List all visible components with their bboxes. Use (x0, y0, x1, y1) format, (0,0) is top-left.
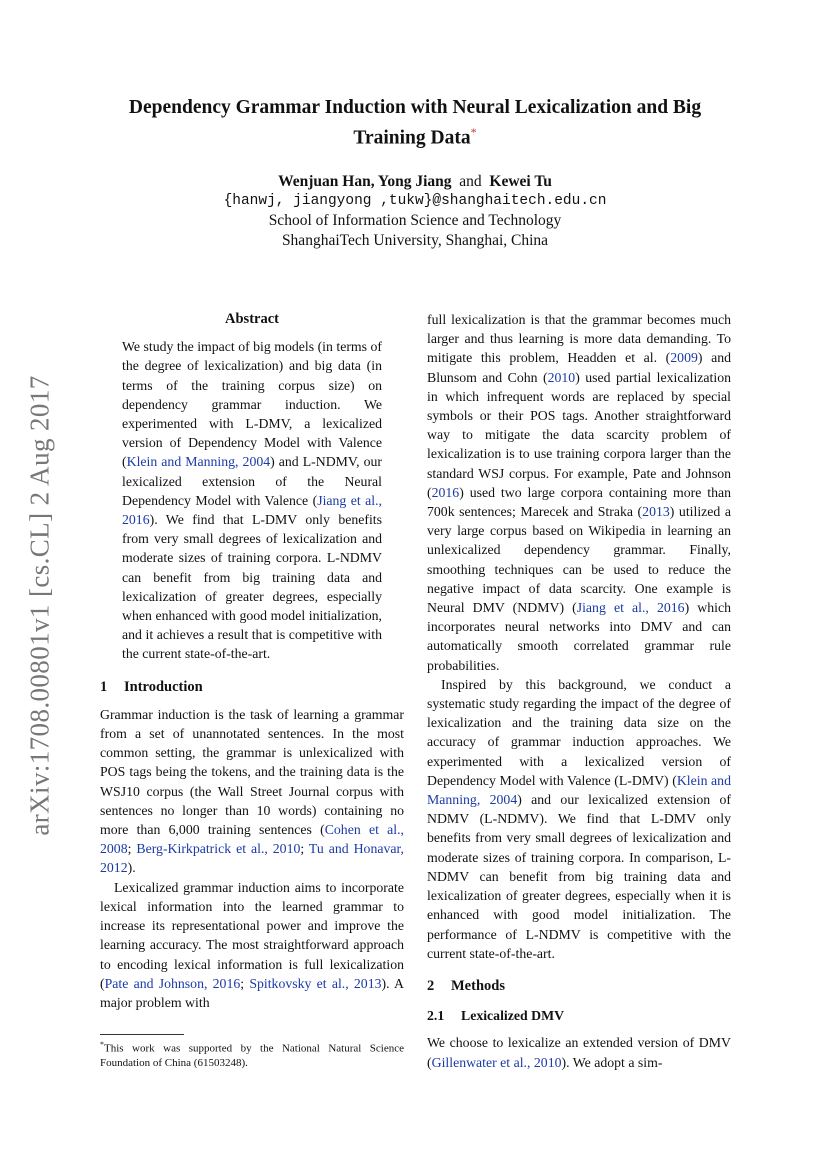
paragraph-text: ). (127, 860, 136, 876)
paragraph-text: ) used two large corpora containing more than 700k sentences; Marecek and Straka ( (427, 484, 731, 520)
right-paragraph-1 (427, 310, 731, 675)
citation-link[interactable]: Cohen et al., 2008 (100, 822, 405, 857)
paragraph-text: ; (240, 975, 250, 991)
section-title: Methods (451, 977, 505, 994)
arxiv-identifier-stamp (20, 365, 60, 845)
paragraph-text: ; (127, 841, 137, 857)
author-names-primary: Wenjuan Han, Yong Jiang (278, 173, 452, 190)
citation-link[interactable]: Jiang et al., 2016 (122, 492, 382, 528)
abstract-text-part: ). We find that L-DMV only benefits from very small degrees of lexicalization and moderate sizes of training corpora. L-NDMV can benefit from big training data and lexicalization of greater degrees, especially when enhanced with good model initialization, and it achieves a result that is competitive with the current state-of-the-art. (122, 512, 382, 662)
footnote (100, 1038, 404, 1071)
subsection-title: Lexicalized DMV (461, 1008, 565, 1024)
affiliation-school: School of Information Science and Technology (268, 212, 562, 229)
paragraph-text: ). We adopt a sim- (561, 1054, 663, 1070)
subsection-number: 2.1 (427, 1008, 445, 1024)
citation-link[interactable]: 2010 (547, 369, 576, 385)
author-block (100, 172, 730, 250)
paragraph-text: ) and our lexicalized extension of NDMV (L-NDMV). We find that L-DMV only benefits from very small degrees of lexicalization and moderate sizes of training corpora. In comparison, L-NDMV can benefit from big training data and lexicalization of greater degrees, especially when it is enhanced with good model initialization. The performance of L-NDMV is competitive with the current state-of-the-art. (427, 792, 731, 961)
author-names (100, 172, 730, 192)
author-names-last: Kewei Tu (489, 173, 552, 190)
footnote-divider (100, 1034, 184, 1035)
paragraph-text: Grammar induction is the task of learning a grammar from a set of unannotated sentences. In the most common setting, the grammar is unlexicalized with POS tags being the tokens, and the training data is the WSJ10 corpus (the Wall Street Journal corpus with sentences no longer than 10 words) containing no more than 6,000 training sentences ( (100, 706, 404, 838)
arxiv-identifier-text: arXiv:1708.00801v1 [cs.CL] 2 Aug 2017 (24, 374, 55, 836)
intro-paragraph-2 (100, 878, 404, 1012)
footnote-text: This work was supported by the National Natural Science Foundation of China (61503248). (100, 1042, 404, 1070)
right-paragraph-2 (427, 675, 731, 963)
paragraph-text: Lexicalized grammar induction aims to incorporate lexical information into the learned grammar to increase its representational power and improve the learning accuracy. The most straightforward approach to encoding lexical information is full lexicalization ( (100, 879, 404, 991)
abstract-text (122, 337, 382, 663)
paragraph-text: ; (300, 841, 309, 857)
citation-link[interactable]: Klein and Manning, 2004 (427, 772, 731, 808)
left-column (100, 310, 404, 1012)
methods-paragraph-1 (427, 1033, 731, 1071)
author-email: {hanwj, jiangyong ,tukw}@shanghaitech.edu.cn (223, 192, 607, 209)
abstract-heading: Abstract (225, 311, 279, 327)
citation-link[interactable]: 2016 (431, 484, 460, 500)
paragraph-text: ). A major problem with (100, 975, 404, 1010)
citation-link[interactable]: Berg-Kirkpatrick et al., 2010 (136, 841, 301, 857)
paragraph-text: ) which incorporates neural networks into DMV and can automatically smooth correlated grammar rule probabilities. (427, 600, 731, 673)
citation-link[interactable]: Pate and Johnson, 2016 (104, 975, 241, 991)
title-footnote-mark[interactable]: * (470, 125, 477, 139)
section-number: 2 (427, 977, 435, 994)
citation-link[interactable]: Klein and Manning, 2004 (126, 454, 271, 470)
citation-link[interactable]: Jiang et al., 2016 (576, 600, 685, 616)
citation-link[interactable]: 2013 (642, 504, 670, 520)
affiliation-university: ShanghaiTech University, Shanghai, China (281, 231, 549, 249)
right-column (427, 310, 731, 1072)
section-heading-introduction (100, 678, 404, 697)
section-number: 1 (100, 678, 108, 695)
citation-link[interactable]: 2009 (670, 350, 698, 366)
paragraph-text: ) used partial lexicalization in which infrequent words are replaced by special symbols or their POS tags. Another straightforward way to mitigate the data scarcity problem of lexicalization is to use training corpora larger than the standard WSJ corpus. For example, Pate and Johnson ( (427, 369, 731, 500)
abstract-text-part: We study the impact of big models (in terms of the degree of lexicalization) and big data (in terms of the training corpus size) on dependency grammar induction. We experimented with L-DMV, a lexicalized version of Dependency Model with Valence ( (122, 339, 382, 470)
title-line-2-text: Training Data (353, 127, 471, 149)
intro-paragraph-1 (100, 705, 404, 878)
citation-link[interactable]: Tu and Honavar, 2012 (100, 841, 404, 876)
title-line-1: Dependency Grammar Induction with Neural Lexicalization and Big (128, 97, 702, 118)
subsection-heading-lexicalized-dmv (427, 1006, 731, 1025)
section-heading-methods (427, 977, 731, 996)
citation-link[interactable]: Spitkovsky et al., 2013 (249, 975, 382, 991)
paragraph-text: full lexicalization is that the grammar becomes much larger and thus learning is more data demanding. To mitigate this problem, Headden et al. ( (427, 312, 731, 366)
author-and: and (459, 173, 482, 190)
paragraph-text: ) and Blunsom and Cohn ( (427, 350, 731, 385)
title-line-2 (100, 120, 730, 151)
paper-title (100, 95, 730, 151)
paragraph-text: ) utilized a very large corpus based on Wikipedia in learning an unlexicalized dependency grammar. Finally, smoothing techniques can be used to reduce the negative impact of data scarcity. One example is Neural DMV (NDMV) ( (427, 504, 732, 616)
section-title: Introduction (124, 678, 203, 695)
paragraph-text: We choose to lexicalize an extended version of DMV ( (427, 1035, 731, 1070)
footnote-mark: * (100, 1040, 104, 1049)
abstract-text-part: ) and L-NDMV, our lexicalized extension of the Neural Dependency Model with Valence ( (122, 454, 382, 508)
paragraph-text: Inspired by this background, we conduct a systematic study regarding the impact of the degree of lexicalization and the training data size on the accuracy of grammar induction approaches. We experimented with a lexicalized version of Dependency Model with Valence (L-DMV) ( (427, 676, 731, 788)
citation-link[interactable]: Gillenwater et al., 2010 (431, 1054, 562, 1070)
